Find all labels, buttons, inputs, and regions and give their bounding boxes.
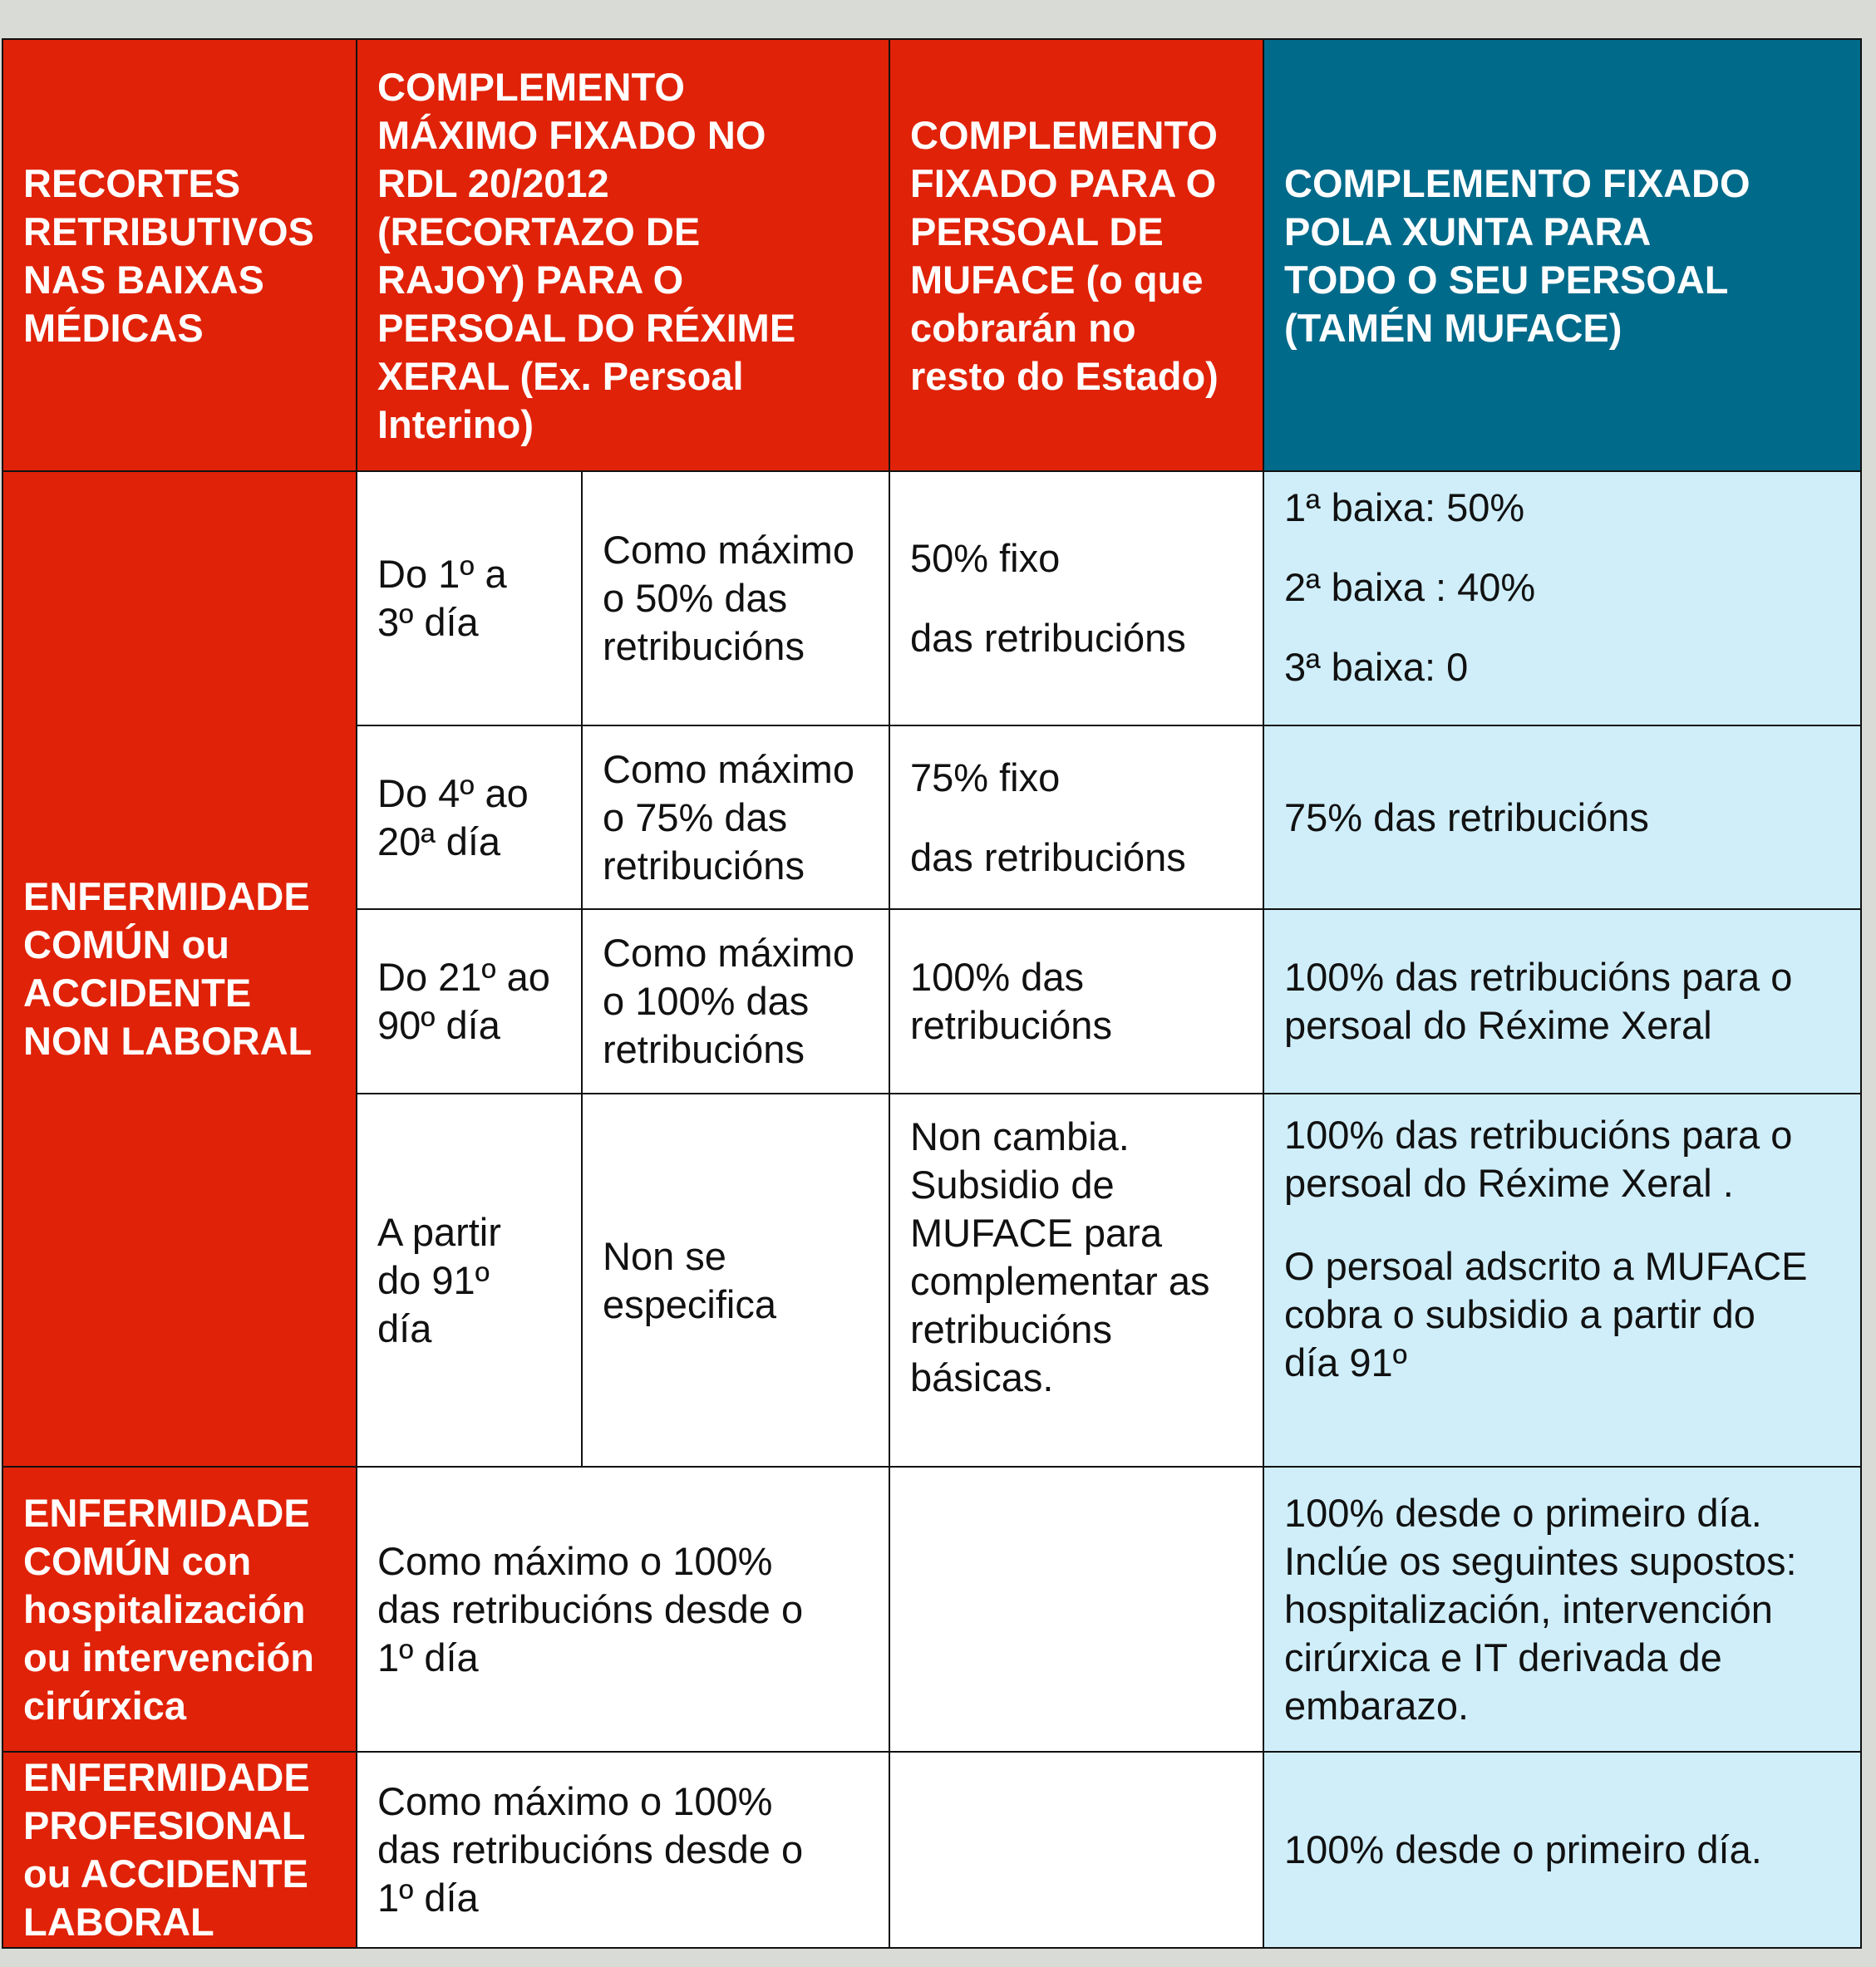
xunta-line: 100% desde o primeiro día. (1284, 1490, 1762, 1535)
period-cell (356, 908, 583, 1094)
section-label-line: NON LABORAL (23, 1019, 313, 1063)
period-line: Do 21º ao (377, 955, 550, 999)
xunta-line: día 91º (1284, 1340, 1407, 1384)
xunta-line: 3ª baixa: 0 (1284, 645, 1469, 689)
max-line: das retribucións desde o (377, 1586, 804, 1631)
muface-cell (889, 908, 1264, 1094)
max-line: Como máximo o 100% (377, 1779, 773, 1823)
xunta-line: hospitalización, intervención (1284, 1586, 1773, 1631)
xunta-line: cirúrxica e IT derivada de (1284, 1635, 1722, 1679)
header-line: COMPLEMENTO (377, 65, 685, 109)
header-line: resto do Estado) (910, 354, 1219, 398)
xunta-line: 75% das retribucións (1284, 794, 1649, 839)
max-cell (581, 725, 890, 910)
header-line: MÉDICAS (23, 306, 204, 350)
muface-line: básicas. (910, 1355, 1054, 1399)
period-cell (356, 1093, 583, 1468)
xunta-line: Inclúe os seguintes supostos: (1284, 1538, 1797, 1583)
header-line: TODO O SEU PERSOAL (1284, 258, 1729, 302)
header-line: Interino) (377, 402, 534, 446)
section-label-line: hospitalización (23, 1586, 306, 1631)
max-line: Como máximo o 100% (377, 1538, 773, 1583)
muface-line: das retribucións (910, 834, 1186, 879)
header-line: XERAL (Ex. Persoal (377, 354, 744, 398)
period-cell (356, 470, 583, 726)
section-label-line: cirúrxica (23, 1683, 186, 1728)
header-line: (TAMÉN MUFACE) (1284, 306, 1622, 350)
xunta-cell (1263, 1466, 1862, 1753)
section-label-line: ENFERMIDADE (23, 1490, 310, 1535)
max-line: retribucións (603, 843, 805, 888)
header-line: PERSOAL DE (910, 209, 1164, 253)
max-line: das retribucións desde o (377, 1827, 804, 1871)
header-line: RETRIBUTIVOS (23, 209, 314, 253)
header-line: RECORTES (23, 161, 241, 205)
header-rdl (356, 38, 890, 472)
muface-cell (889, 1093, 1264, 1468)
muface-line: das retribucións (910, 616, 1186, 660)
xunta-line: persoal do Réxime Xeral (1284, 1003, 1712, 1047)
muface-line: MUFACE para (910, 1211, 1162, 1255)
section-enfermidade-comun-label (2, 470, 357, 1468)
section-label-line: ENFERMIDADE (23, 1755, 310, 1799)
muface-line: Non cambia. (910, 1114, 1130, 1158)
muface-cell (889, 725, 1264, 910)
section-label-line: LABORAL (23, 1900, 214, 1944)
muface-line: retribucións (910, 1307, 1112, 1351)
xunta-cell (1263, 470, 1862, 726)
xunta-line: persoal do Réxime Xeral . (1284, 1161, 1734, 1205)
xunta-line: 2ª baixa : 40% (1284, 565, 1536, 609)
xunta-cell (1263, 908, 1862, 1094)
max-cell (581, 908, 890, 1094)
xunta-line: 1ª baixa: 50% (1284, 485, 1525, 529)
max-line: Como máximo (603, 931, 854, 975)
header-line: (RECORTAZO DE (377, 209, 701, 253)
header-line: cobrarán no (910, 306, 1136, 350)
header-muface (889, 38, 1264, 472)
muface-cell (889, 470, 1264, 726)
max-cell (581, 470, 890, 726)
max-cell (356, 1466, 890, 1753)
xunta-cell (1263, 1751, 1862, 1949)
xunta-line: 100% das retribucións para o (1284, 955, 1793, 999)
header-line: RAJOY) PARA O (377, 258, 684, 302)
max-line: Como máximo (603, 746, 854, 791)
period-line: Do 1º a (377, 552, 507, 596)
muface-line: 75% fixo (910, 755, 1061, 799)
section-label-line: COMÚN ou (23, 922, 230, 966)
xunta-line: embarazo. (1284, 1683, 1470, 1728)
section-label-line: ou intervención (23, 1635, 314, 1679)
period-line: 3º día (377, 600, 479, 644)
period-cell (356, 725, 583, 910)
muface-line: retribucións (910, 1003, 1112, 1047)
muface-line: 50% fixo (910, 536, 1061, 580)
max-line: retribucións (603, 1027, 805, 1071)
xunta-line: 100% desde o primeiro día. (1284, 1827, 1762, 1871)
period-line: do 91º (377, 1257, 490, 1302)
header-line: POLA XUNTA PARA (1284, 209, 1652, 253)
retribution-table (2, 38, 1862, 1949)
max-line: Como máximo (603, 528, 854, 572)
header-line: MUFACE (o que (910, 258, 1204, 302)
max-cell (581, 1093, 890, 1468)
xunta-line: cobra o subsidio a partir do (1284, 1292, 1755, 1336)
xunta-cell (1263, 1093, 1862, 1468)
section-label-line: ENFERMIDADE (23, 874, 310, 918)
xunta-line: O persoal adscrito a MUFACE (1284, 1244, 1808, 1288)
header-line: PERSOAL DO RÉXIME (377, 306, 796, 350)
header-xunta (1263, 38, 1862, 472)
section-label-line: ACCIDENTE (23, 971, 252, 1015)
muface-line: 100% das (910, 955, 1085, 999)
period-line: día (377, 1306, 432, 1350)
period-line: A partir (377, 1209, 501, 1254)
max-line: Non se (603, 1233, 726, 1278)
header-line: COMPLEMENTO (910, 113, 1218, 157)
max-line: o 75% das (603, 794, 788, 839)
section-label-line: COMÚN con (23, 1538, 252, 1583)
header-line: COMPLEMENTO FIXADO (1284, 161, 1750, 205)
section-hospitalizacion-label (2, 1466, 357, 1753)
max-line: especifica (603, 1281, 776, 1326)
section-label-line: ou ACCIDENTE (23, 1851, 308, 1896)
max-line: 1º día (377, 1635, 479, 1679)
header-line: MÁXIMO FIXADO NO (377, 113, 766, 157)
header-recortes (2, 38, 357, 472)
header-line: FIXADO PARA O (910, 161, 1217, 205)
max-line: 1º día (377, 1876, 479, 1920)
period-line: 90º día (377, 1003, 500, 1047)
max-line: o 100% das (603, 979, 810, 1023)
period-line: 20ª día (377, 819, 501, 863)
xunta-cell (1263, 725, 1862, 910)
max-line: o 50% das (603, 576, 788, 620)
muface-line: Subsidio de (910, 1163, 1115, 1207)
xunta-line: 100% das retribucións para o (1284, 1113, 1793, 1157)
max-line: retribucións (603, 624, 805, 668)
header-line: RDL 20/2012 (377, 161, 609, 205)
section-label-line: PROFESIONAL (23, 1803, 306, 1847)
section-profesional-label (2, 1751, 357, 1949)
header-line: NAS BAIXAS (23, 258, 264, 302)
muface-cell (889, 1466, 1264, 1753)
period-line: Do 4º ao (377, 770, 529, 815)
muface-line: complementar as (910, 1259, 1210, 1303)
max-cell (356, 1751, 890, 1949)
muface-cell (889, 1751, 1264, 1949)
